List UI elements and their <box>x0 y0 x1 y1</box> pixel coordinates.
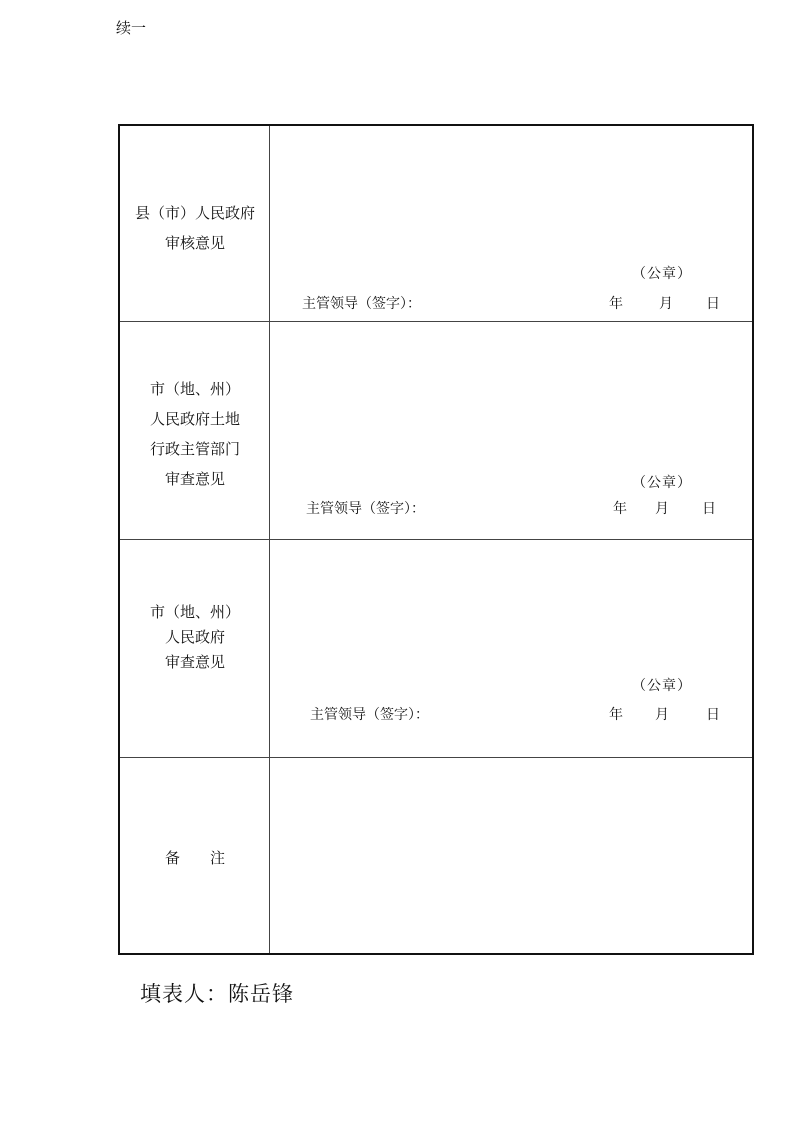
date-year-label: 年 <box>613 501 627 517</box>
date-year-label: 年 <box>609 296 623 312</box>
label-line: 人民政府土地 <box>149 410 240 428</box>
date-day-label: 日 <box>702 501 716 517</box>
signature-label: 主管领导（签字）： <box>310 707 429 723</box>
date-day-label: 日 <box>706 296 720 312</box>
approval-form-table <box>118 124 754 955</box>
official-seal-label: （公章） <box>632 266 692 282</box>
date-month-label: 月 <box>655 707 669 723</box>
form-filler-label: 填表人：陈岳锋 <box>140 982 294 1006</box>
county-review-label <box>120 198 270 258</box>
county-review-row <box>120 126 752 322</box>
label-line: 县（市）人民政府 <box>134 204 255 222</box>
land-dept-review-opinion-field[interactable] <box>270 322 752 539</box>
municipal-review-label <box>120 600 270 675</box>
label-line: 市（地、州） <box>149 603 240 621</box>
label-line: 人民政府 <box>164 628 225 646</box>
label-line: 审查意见 <box>164 653 225 671</box>
remarks-row <box>120 758 752 953</box>
county-review-opinion-field[interactable] <box>270 126 752 321</box>
land-dept-review-row <box>120 322 752 540</box>
municipal-review-opinion-field[interactable] <box>270 540 752 757</box>
date-day-label: 日 <box>706 707 720 723</box>
label-line: 行政主管部门 <box>149 440 240 458</box>
municipal-review-row <box>120 540 752 758</box>
remarks-label-cell <box>120 758 270 953</box>
land-dept-review-label <box>120 374 270 494</box>
label-line: 备 注 <box>164 849 225 867</box>
date-month-label: 月 <box>655 501 669 517</box>
land-dept-review-label-cell <box>120 322 270 539</box>
continuation-label: 续一 <box>116 19 147 37</box>
label-line: 市（地、州） <box>149 380 240 398</box>
county-review-label-cell <box>120 126 270 321</box>
municipal-review-label-cell <box>120 540 270 757</box>
official-seal-label: （公章） <box>632 678 692 694</box>
date-month-label: 月 <box>659 296 673 312</box>
label-line: 审核意见 <box>164 234 225 252</box>
remarks-label <box>120 843 270 873</box>
official-seal-label: （公章） <box>632 475 692 491</box>
label-line: 审查意见 <box>164 470 225 488</box>
signature-label: 主管领导（签字）： <box>306 501 425 517</box>
remarks-field[interactable] <box>270 758 752 953</box>
signature-label: 主管领导（签字）： <box>302 296 421 312</box>
date-year-label: 年 <box>609 707 623 723</box>
